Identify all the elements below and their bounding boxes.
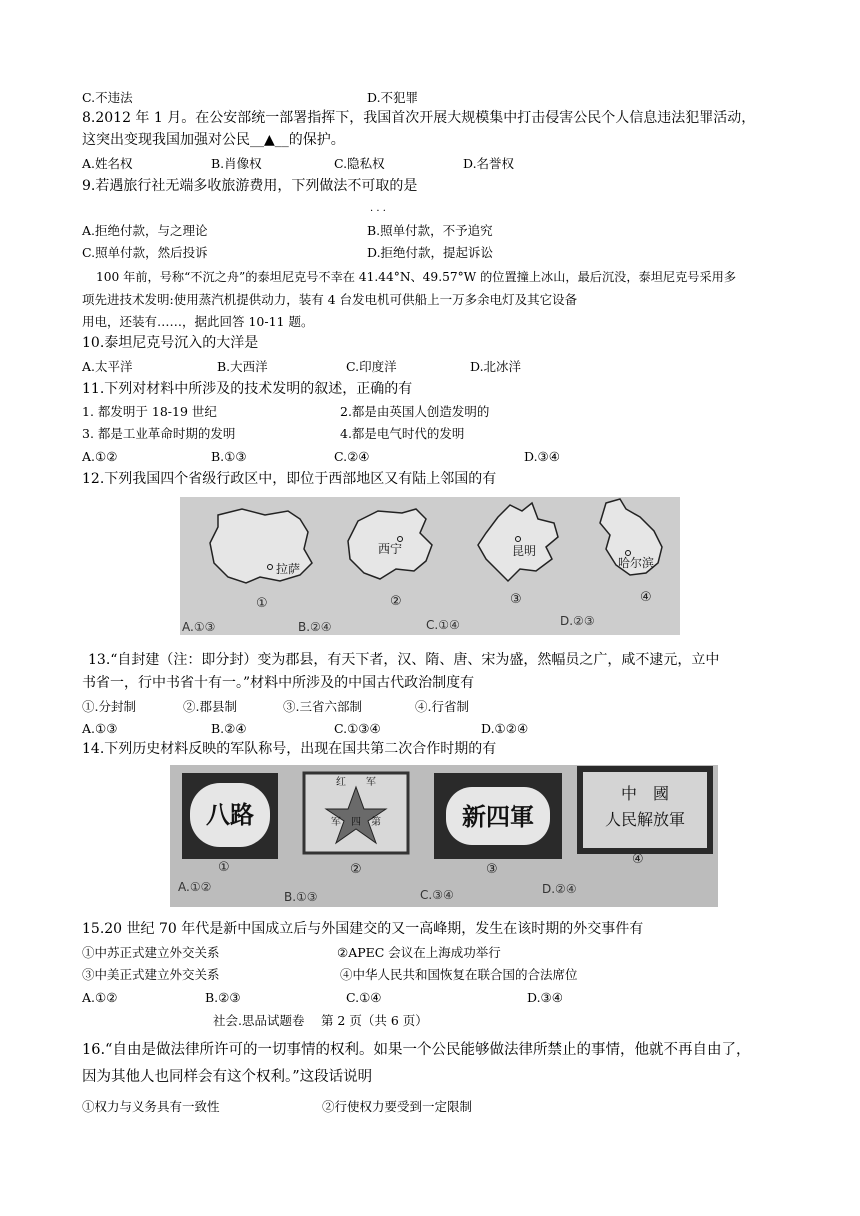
q15-statement-2: ②APEC 会议在上海成功举行	[337, 945, 501, 960]
q9-option-c: C.照单付款，然后投诉	[82, 245, 208, 260]
q15-statement-1: ①中苏正式建立外交关系	[82, 945, 220, 960]
flag-option-c: C.③④	[420, 888, 454, 902]
q10-option-d: D.北冰洋	[470, 359, 522, 374]
flag3-text: 新四軍	[462, 803, 534, 831]
flag-num-1: ①	[218, 860, 230, 875]
province-map-figure	[180, 497, 680, 635]
q15-option-d: D.③④	[527, 990, 563, 1005]
q14-stem: 14.下列历史材料反映的军队称号，出现在国共第二次合作时期的有	[82, 741, 497, 757]
q9-stem: 9.若遇旅行社无端多收旅游费用，下列做法不可取的是	[82, 178, 418, 194]
q9-option-a: A.拒绝付款，与之理论	[82, 223, 208, 238]
q15-statement-3: ③中美正式建立外交关系	[82, 967, 220, 982]
city-label-lhasa: 拉萨	[276, 562, 301, 576]
q16-stem-line2: 因为其他人也同样会有这个权利。”这段话说明	[82, 1069, 373, 1085]
q11-stem: 11.下列对材料中所涉及的技术发明的叙述，正确的有	[82, 381, 413, 397]
q13-stem-line2: 书省一，行中书省十有一。”材料中所涉及的中国古代政治制度有	[82, 675, 475, 691]
q9-emphasis-dots: · · ·	[370, 206, 386, 217]
flag-option-a: A.①②	[178, 880, 212, 894]
flag4-bottom-text: 人民解放軍	[604, 810, 686, 829]
q13-statement-1: ①.分封制	[82, 699, 136, 714]
q10-option-a: A.太平洋	[82, 359, 133, 374]
material-line3: 用电，还装有……，据此回答 10-11 题。	[82, 314, 314, 329]
q12-stem: 12.下列我国四个省级行政区中，即位于西部地区又有陆上邻国的有	[82, 471, 497, 487]
flag4-top-text: 中 國	[620, 784, 670, 803]
q8-option-b: B.肖像权	[211, 156, 262, 171]
q13-option-b: B.②④	[211, 721, 247, 736]
city-label-xining: 西宁	[378, 542, 403, 556]
army-flags-figure	[170, 765, 718, 907]
q13-option-a: A.①③	[82, 721, 118, 736]
map-num-2: ②	[390, 594, 402, 609]
q13-statement-2: ②.郡县制	[183, 699, 237, 714]
q7-option-d: D.不犯罪	[367, 90, 419, 105]
q13-statement-4: ④.行省制	[415, 699, 469, 714]
q11-statement-2: 2.都是由英国人创造发明的	[340, 404, 490, 419]
q7-option-c: C.不违法	[82, 90, 133, 105]
q15-option-c: C.①④	[346, 990, 382, 1005]
map-num-3: ③	[510, 592, 522, 607]
flag-option-d: D.②④	[542, 882, 577, 896]
map-num-1: ①	[256, 596, 268, 611]
flag1-text: 八路	[206, 801, 254, 829]
q11-option-b: B.①③	[211, 449, 247, 464]
q11-statement-4: 4.都是电气时代的发明	[340, 426, 465, 441]
map-option-a: A.①③	[182, 620, 216, 634]
q11-option-c: C.②④	[334, 449, 370, 464]
q15-option-b: B.②③	[205, 990, 241, 1005]
flag-option-b: B.①③	[284, 890, 318, 904]
q10-option-b: B.大西洋	[217, 359, 268, 374]
q10-option-c: C.印度洋	[346, 359, 397, 374]
q11-option-a: A.①②	[82, 449, 118, 464]
flag2-bottom-text: 军 四 第	[331, 817, 381, 828]
material-line2: 项先进技术发明:使用蒸汽机提供动力，装有 4 台发电机可供船上一万多余电灯及其它设备	[82, 292, 578, 307]
flag-num-4: ④	[632, 852, 644, 867]
q16-stem-line1: 16.“自由是做法律所许可的一切事情的权利。如果一个公民能够做法律所禁止的事情，他就不再自由了，	[82, 1042, 751, 1058]
map-num-4: ④	[640, 590, 652, 605]
q13-option-c: C.①③④	[334, 721, 381, 736]
q8-option-d: D.名誉权	[463, 156, 515, 171]
q8-option-c: C.隐私权	[334, 156, 385, 171]
flag-num-2: ②	[350, 862, 362, 877]
q16-statement-1: ①权力与义务具有一致性	[82, 1099, 220, 1114]
q13-stem-line1: 13.“自封建（注：即分封）变为郡县，有天下者，汉、隋、唐、宋为盛，然幅员之广，咸不逮元，立中	[88, 652, 720, 668]
city-label-kunming: 昆明	[512, 544, 537, 558]
q16-statement-2: ②行使权力要受到一定限制	[322, 1099, 473, 1114]
material-line1: 100 年前，号称“不沉之舟”的泰坦尼克号不幸在 41.44°N、49.57°W 的位置撞上冰山，最后沉没，泰坦尼克号采用多	[96, 270, 737, 284]
q13-option-d: D.①②④	[481, 721, 529, 736]
city-label-harbin: 哈尔滨	[618, 556, 655, 570]
q8-option-a: A.姓名权	[82, 156, 133, 171]
q9-option-d: D.拒绝付款，提起诉讼	[367, 245, 494, 260]
q11-statement-3: 3. 都是工业革命时期的发明	[82, 426, 236, 441]
q15-stem: 15.20 世纪 70 年代是新中国成立后与外国建交的又一高峰期，发生在该时期的外交事件有	[82, 921, 644, 937]
q10-stem: 10.泰坦尼克号沉入的大洋是	[82, 335, 259, 351]
q9-option-b: B.照单付款，不予追究	[367, 223, 493, 238]
map-option-c: C.①④	[426, 618, 460, 632]
map-option-b: B.②④	[298, 620, 332, 634]
q15-statement-4: ④中华人民共和国恢复在联合国的合法席位	[340, 967, 578, 982]
q15-option-a: A.①②	[82, 990, 118, 1005]
q11-option-d: D.③④	[524, 449, 560, 464]
flag-num-3: ③	[486, 862, 498, 877]
q13-statement-3: ③.三省六部制	[283, 699, 362, 714]
q8-stem-line1: 8.2012 年 1 月。在公安部统一部署指挥下，我国首次开展大规模集中打击侵害公民个人信息违法犯罪活动，	[82, 110, 756, 126]
flag2-top-text: 红 军	[336, 777, 376, 788]
q11-statement-1: 1. 都发明于 18-19 世纪	[82, 404, 217, 419]
map-option-d: D.②③	[560, 614, 595, 628]
page-footer: 社会.思品试题卷 第 2 页（共 6 页）	[213, 1013, 428, 1028]
q8-stem-line2: 这突出变现我国加强对公民__▲__的保护。	[82, 132, 345, 148]
